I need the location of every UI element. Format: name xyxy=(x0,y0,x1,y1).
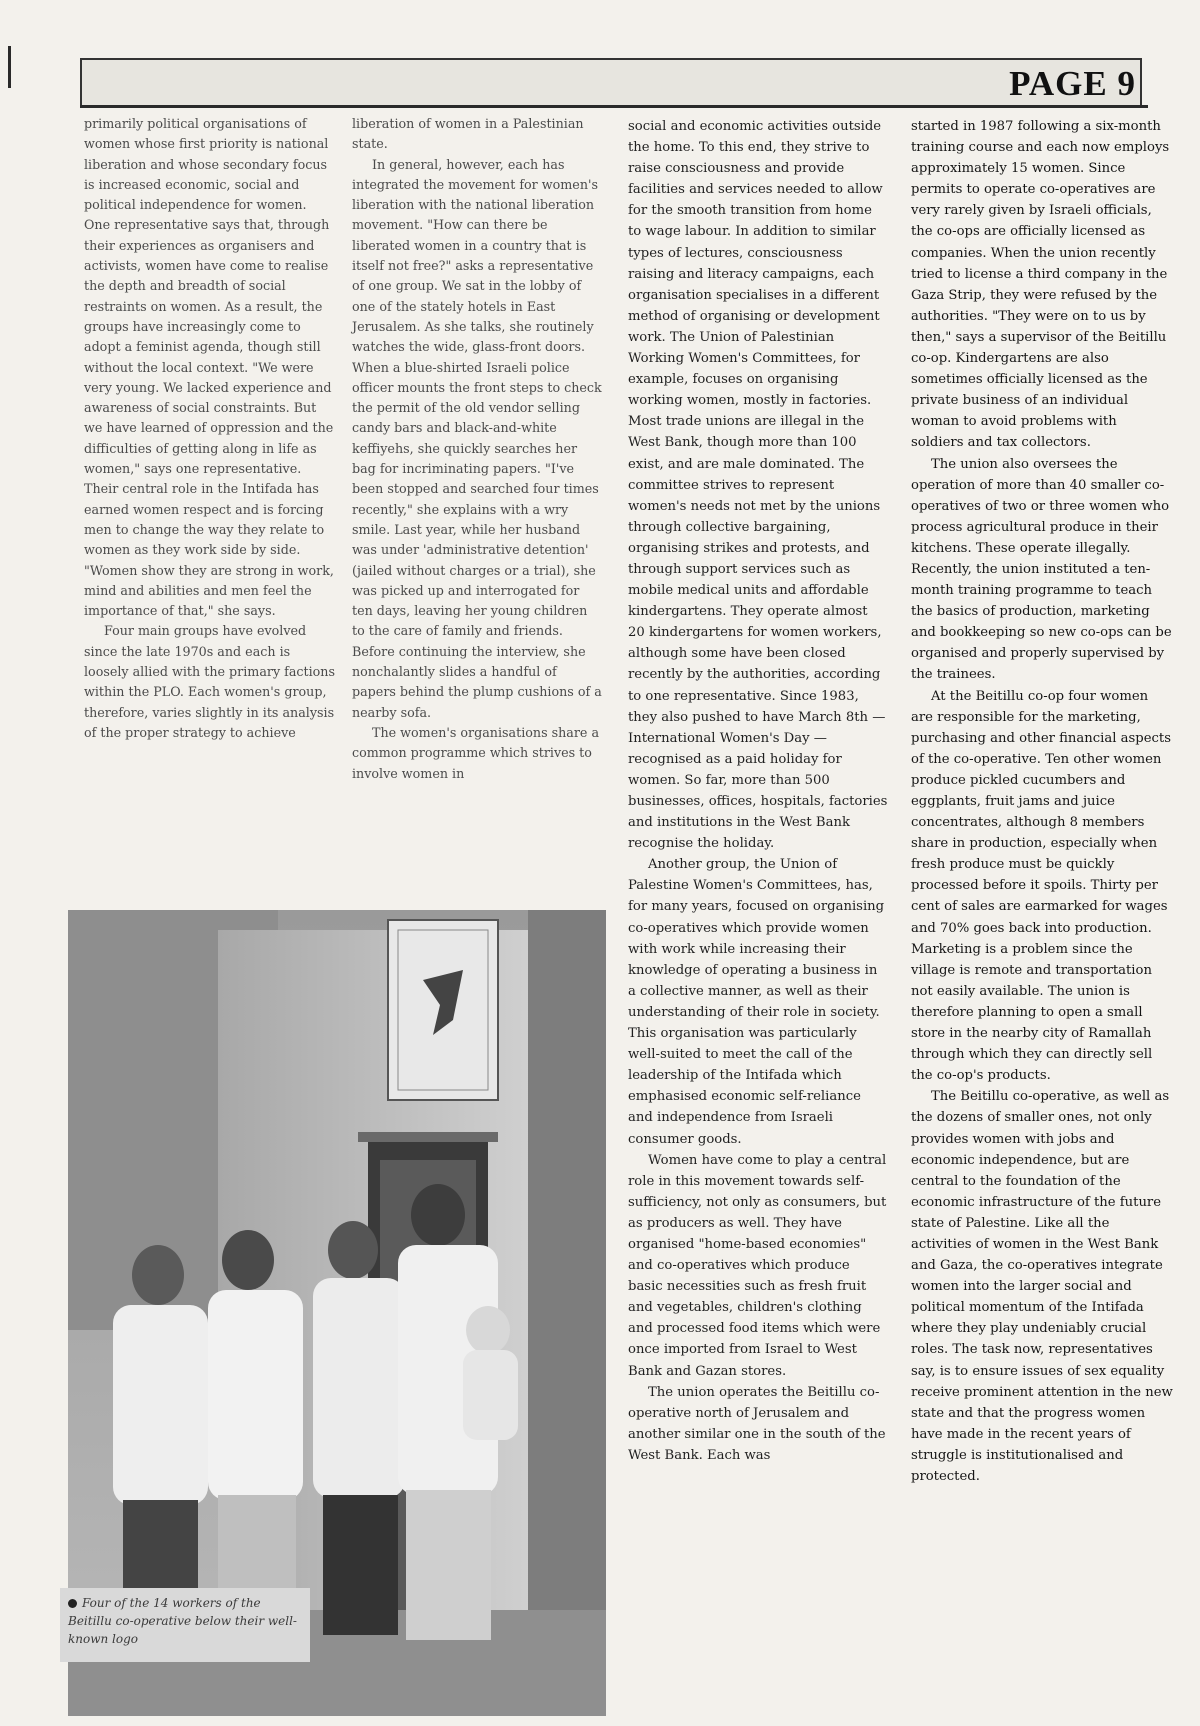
paragraph: Another group, the Union of Palestine Women's Committees, has, for many years, focused on organising co-operatives which provide women with work while increasing their knowledge of operating a business in a collective manner, as well as their understanding of their role in society. This organisation was particularly well-suited to meet the call of the leadership of the Intifada which emphasised economic self-reliance and independence from Israeli consumer goods. xyxy=(628,857,885,1147)
cooperative-logo-sign xyxy=(388,920,498,1100)
page-header-bar xyxy=(80,58,1142,105)
page-number: PAGE 9 xyxy=(1005,66,1140,102)
paragraph: liberation of women in a Palestinian state. xyxy=(352,116,584,152)
header-rule xyxy=(80,105,1148,108)
paragraph: social and economic activities outside the home. To this end, they strive to raise consciousness and provide facilities and services needed to allow for the smooth transition from home to wage labour. In addition to similar types of lectures, consciousness raising and literacy campaigns, each organisation specialises in a different method of organising or development work. The Union of Palestinian Working Women's Committees, for example, focuses on organising working women, mostly in factories. Most trade unions are illegal in the West Bank, though more than 100 exist, and are male dominated. The committee strives to represent women's needs not met by the unions through collective bargaining, organising strikes and protests, and through support services such as mobile medical units and affordable kindergartens. They operate almost 20 kindergartens for women workers, although some have been closed recently by the authorities, according to one representative. Since 1983, they also pushed to have March 8th — International Women's Day — recognised as a paid holiday for women. So far, more than 500 businesses, offices, hospitals, factories and institutions in the West Bank recognise the holiday. xyxy=(628,119,888,852)
paragraph: The union operates the Beitillu co-operative north of Jerusalem and another similar one in the south of the West Bank. Each was xyxy=(628,1384,886,1463)
page-edge-mark xyxy=(8,46,11,88)
article-column-3 xyxy=(628,116,888,1466)
paragraph: The Beitillu co-operative, as well as the dozens of smaller ones, not only provides women with jobs and economic independence, but are central to the foundation of the economic infrastructure of the future state of Palestine. Like all the activities of women in the West Bank and Gaza, the co-operatives integrate women into the larger social and political momentum of the Intifada where they play undeniably crucial roles. The task now, representatives say, is to ensure issues of sex equality receive prominent attention in the new state and that the progress women have made in the recent years of struggle is institutionalised and protected. xyxy=(911,1089,1173,1484)
paragraph: The women's organisations share a common programme which strives to involve women in xyxy=(352,724,600,781)
paragraph: Four main groups have evolved since the late 1970s and each is loosely allied with the primary factions within the PLO. Each women's group, therefore, varies slightly in its analysis of the proper strategy to achieve xyxy=(84,623,335,740)
bullet-icon xyxy=(68,1599,77,1608)
photo-caption xyxy=(60,1588,310,1662)
paragraph: Women have come to play a central role in this movement towards self-sufficiency, not only as consumers, but as producers as well. They have organised "home-based economies" and co-operatives which produce basic necessities such as fresh fruit and vegetables, children's clothing and processed food items which were once imported from Israel to West Bank and Gazan stores. xyxy=(628,1152,887,1379)
paragraph: primarily political organisations of women whose first priority is national liberation and whose secondary focus is increased economic, social and political independence for women. One representative says that, through their experiences as organisers and activists, women have come to realise the depth and breadth of social restraints on women. As a result, the groups have increasingly come to adopt a feminist agenda, though still without the local context. "We were very young. We lacked experience and awareness of social constraints. But we have learned of oppression and the difficulties of getting along in life as women," says one representative. Their central role in the Intifada has earned women respect and is forcing men to change the way they relate to women as they work side by side. "Women show they are strong in work, mind and abilities and men feel the importance of that," she says. xyxy=(84,116,334,619)
caption-text: Four of the 14 workers of the Beitillu co-operative below their well-known logo xyxy=(68,1596,297,1646)
article-column-2 xyxy=(352,114,604,784)
paragraph: started in 1987 following a six-month training course and each now employs approximately 15 women. Since permits to operate co-operatives are very rarely given by Israeli officials, the co-ops are officially licensed as companies. When the union recently tried to license a third company in the Gaza Strip, they were refused by the authorities. "They were on to us by then," says a supervisor of the Beitillu co-op. Kindergartens are also sometimes officially licensed as the private business of an individual woman to avoid problems with soldiers and tax collectors. xyxy=(911,119,1170,451)
paragraph: In general, however, each has integrated the movement for women's liberation with the national liberation movement. "How can there be liberated women in a country that is itself not free?" asks a representative of one group. We sat in the lobby of one of the stately hotels in East Jerusalem. As she talks, she routinely watches the wide, glass-front doors. When a blue-shirted Israeli police officer mounts the front steps to check the permit of the old vendor selling candy bars and black-and-white keffiyehs, she quickly searches her bag for incriminating papers. "I've been stopped and searched four times recently," she explains with a wry smile. Last year, while her husband was under 'administrative detention' (jailed without charges or a trial), she was picked up and interrogated for ten days, leaving her young children to the care of family and friends. Before continuing the interview, she nonchalantly slides a handful of papers behind the plump cushions of a nearby sofa. xyxy=(352,156,602,720)
paragraph: The union also oversees the operation of more than 40 smaller co-operatives of two or three women who process agricultural produce in their kitchens. These operate illegally. Recently, the union instituted a ten-month training programme to teach the basics of production, marketing and bookkeeping so new co-ops can be organised and properly supervised by the trainees. xyxy=(911,456,1172,683)
article-column-1 xyxy=(84,114,336,743)
paragraph: At the Beitillu co-op four women are responsible for the marketing, purchasing and other financial aspects of the co-operative. Ten other women produce pickled cucumbers and eggplants, fruit jams and juice concentrates, although 8 members share in production, especially when fresh produce must be quickly processed before it spoils. Thirty per cent of sales are earmarked for wages and 70% goes back into production. Marketing is a problem since the village is remote and transportation not easily available. The union is therefore planning to open a small store in the nearby city of Ramallah through which they can directly sell the co-op's products. xyxy=(911,688,1171,1084)
article-column-4 xyxy=(911,116,1173,1487)
